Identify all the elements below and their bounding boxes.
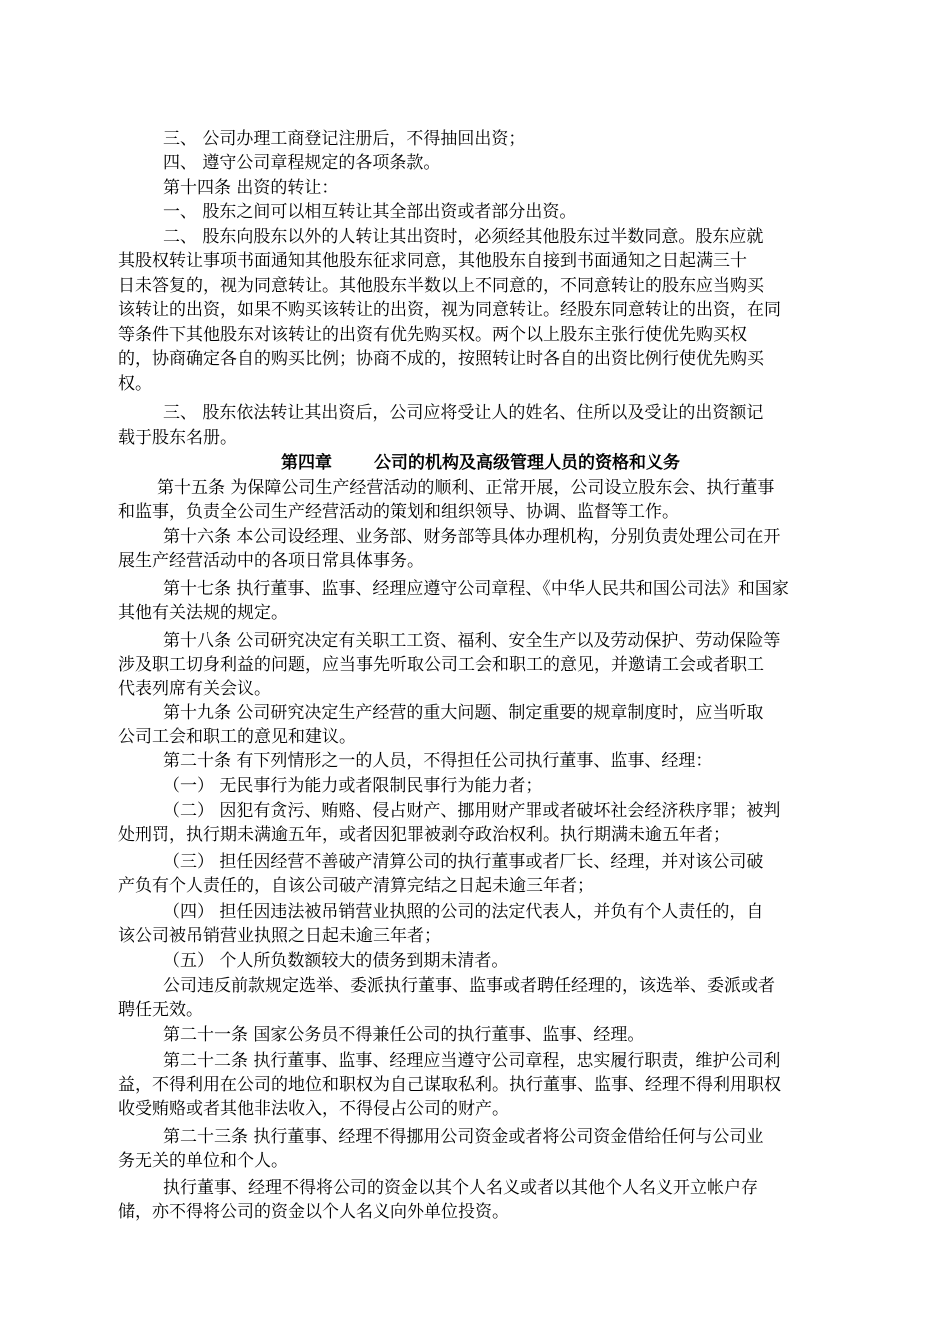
text-line: 其他有关法规的规定。 [118, 603, 288, 623]
text-line: 益，不得利用在公司的地位和职权为自己谋取私利。执行董事、监事、经理不得利用职权 [118, 1075, 781, 1095]
text-line: 收受贿赂或者其他非法收入，不得侵占公司的财产。 [118, 1099, 509, 1119]
text-line: 第二十二条 执行董事、监事、经理应当遵守公司章程，忠实履行职责，维护公司利 [163, 1051, 781, 1071]
chapter-title: 公司的机构及高级管理人员的资格和义务 [374, 453, 680, 473]
text-line: 等条件下其他股东对该转让的出资有优先购买权。两个以上股东主张行使优先购买权 [118, 325, 747, 345]
text-line: 产负有个人责任的，自该公司破产清算完结之日起未逾三年者； [118, 876, 594, 896]
text-line: 四、 遵守公司章程规定的各项条款。 [163, 153, 441, 173]
text-line: 第十八条 公司研究决定有关职工工资、福利、安全生产以及劳动保护、劳动保险等 [163, 631, 781, 651]
text-line: 务无关的单位和个人。 [118, 1151, 288, 1171]
text-line: 第二十三条 执行董事、经理不得挪用公司资金或者将公司资金借给任何与公司业 [163, 1127, 764, 1147]
text-line: 的，协商确定各自的购买比例；协商不成的，按照转让时各自的出资比例行使优先购买 [118, 349, 764, 369]
text-line: （五） 个人所负数额较大的债务到期未清者。 [163, 951, 509, 971]
text-line: 储，亦不得将公司的资金以个人名义向外单位投资。 [118, 1202, 509, 1222]
text-line: 公司工会和职工的意见和建议。 [118, 727, 356, 747]
text-line: 第十六条 本公司设经理、业务部、财务部等具体办理机构，分别负责处理公司在开 [163, 527, 781, 547]
text-line: 公司违反前款规定选举、委派执行董事、监事或者聘任经理的，该选举、委派或者 [163, 976, 775, 996]
text-line: 第二十条 有下列情形之一的人员，不得担任公司执行董事、监事、经理： [163, 751, 713, 771]
text-line: 第十四条 出资的转让： [163, 178, 339, 198]
chapter-heading [281, 451, 680, 475]
text-line: 涉及职工切身利益的问题，应当事先听取公司工会和职工的意见，并邀请工会或者职工 [118, 655, 764, 675]
text-line: 展生产经营活动中的各项日常具体事务。 [118, 551, 424, 571]
text-line: 二、 股东向股东以外的人转让其出资时，必须经其他股东过半数同意。股东应就 [163, 227, 764, 247]
text-line: 代表列席有关会议。 [118, 679, 271, 699]
text-line: 和监事，负责全公司生产经营活动的策划和组织领导、协调、监督等工作。 [118, 502, 679, 522]
text-line: 执行董事、经理不得将公司的资金以其个人名义或者以其他个人名义开立帐户存 [163, 1178, 758, 1198]
chapter-number: 第四章 [281, 453, 332, 473]
text-line: （四） 担任因违法被吊销营业执照的公司的法定代表人，并负有个人责任的，自 [163, 902, 764, 922]
text-line: （一） 无民事行为能力或者限制民事行为能力者； [163, 776, 543, 796]
text-line: 该公司被吊销营业执照之日起未逾三年者； [118, 926, 441, 946]
text-line: 聘任无效。 [118, 1000, 203, 1020]
text-line: 第二十一条 国家公务员不得兼任公司的执行董事、监事、经理。 [163, 1025, 645, 1045]
text-line: 三、 股东依法转让其出资后，公司应将受让人的姓名、住所以及受让的出资额记 [163, 403, 764, 423]
text-line: （三） 担任因经营不善破产清算公司的执行董事或者厂长、经理，并对该公司破 [163, 852, 764, 872]
text-line: 日未答复的，视为同意转让。其他股东半数以上不同意的，不同意转让的股东应当购买 [118, 276, 764, 296]
text-line: 第十九条 公司研究决定生产经营的重大问题、制定重要的规章制度时，应当听取 [163, 703, 764, 723]
text-line: 该转让的出资，如果不购买该转让的出资，视为同意转让。经股东同意转让的出资，在同 [118, 300, 781, 320]
text-line: 第十七条 执行董事、监事、经理应遵守公司章程、《中华人民共和国公司法》和国家 [163, 579, 789, 599]
text-line: 处刑罚，执行期未满逾五年，或者因犯罪被剥夺政治权利。执行期满未逾五年者； [118, 825, 730, 845]
text-line: 载于股东名册。 [118, 428, 237, 448]
text-line: 其股权转让事项书面通知其他股东征求同意，其他股东自接到书面通知之日起满三十 [118, 251, 747, 271]
text-line: 第十五条 为保障公司生产经营活动的顺利、正常开展，公司设立股东会、执行董事 [157, 478, 775, 498]
text-line: 一、 股东之间可以相互转让其全部出资或者部分出资。 [163, 202, 577, 222]
text-line: 权。 [118, 374, 152, 394]
text-line: （二） 因犯有贪污、贿赂、侵占财产、挪用财产罪或者破坏社会经济秩序罪；被判 [163, 801, 781, 821]
text-line: 三、 公司办理工商登记注册后，不得抽回出资； [163, 129, 526, 149]
